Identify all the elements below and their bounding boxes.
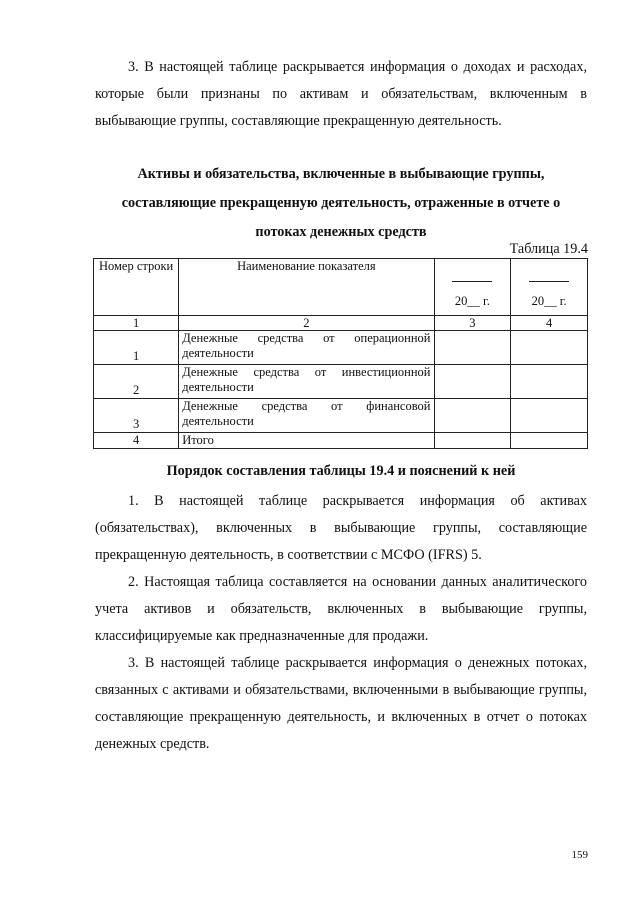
table-row: [94, 331, 588, 365]
year-underline: [452, 281, 492, 282]
table-title: Активы и обязательства, включенные в выбывающие группы, составляющие прекращенную деятельность, отраженные в отчете о потоках денежных средств: [121, 166, 561, 240]
row-value: [434, 399, 511, 433]
row-value: [511, 365, 588, 399]
header-indicator: Наименование показателя: [179, 259, 434, 316]
table-row-total: [94, 433, 588, 449]
column-number-row: [94, 316, 588, 331]
row-value: [434, 331, 511, 365]
row-value: [511, 399, 588, 433]
table-caption: Таблица 19.4: [509, 241, 588, 257]
page-number: 159: [571, 849, 588, 861]
column-number: 1: [94, 316, 179, 331]
header-year-2: [511, 259, 588, 316]
row-name: Итого: [179, 433, 434, 449]
row-number: 4: [94, 433, 179, 449]
procedure-paragraphs: [95, 488, 587, 758]
procedure-heading: Порядок составления таблицы 19.4 и пояснений к ней: [166, 463, 516, 479]
row-number: 3: [94, 399, 179, 433]
procedure-paragraph: 1. В настоящей таблице раскрывается информация об активах (обязательствах), включенных в выбывающие группы, составляющие прекращенную деятельность, в соответствии с МСФО (IFRS) 5.: [95, 493, 587, 563]
row-name: Денежные средства от инвестиционной деятельности: [179, 365, 434, 399]
header-row-number: Номер строки: [94, 259, 179, 316]
column-number: 4: [511, 316, 588, 331]
table-row: [94, 365, 588, 399]
row-value: [511, 331, 588, 365]
intro-paragraph: 3. В настоящей таблице раскрывается информация о доходах и расходах, которые были признаны по активам и обязательствам, включенным в выбывающие группы, составляющие прекращенную деятельность.: [95, 59, 587, 129]
header-year-1-label: 20__ г.: [454, 294, 490, 308]
row-number: 1: [94, 331, 179, 365]
row-value: [434, 365, 511, 399]
row-name: Денежные средства от операционной деятельности: [179, 331, 434, 365]
row-number: 2: [94, 365, 179, 399]
header-year-2-label: 20__ г.: [531, 294, 567, 308]
procedure-paragraph: 2. Настоящая таблица составляется на основании данных аналитического учета активов и обязательств, включенных в выбывающие группы, классифицируемые как предназначенные для продажи.: [95, 574, 587, 644]
column-number: 2: [179, 316, 434, 331]
procedure-paragraph: 3. В настоящей таблице раскрывается информация о денежных потоках, связанных с активами и обязательствами, включенными в выбывающие группы, составляющие прекращенную деятельность, и включенных в отчет о потоках денежных средств.: [95, 655, 587, 752]
table-header-row: [94, 259, 588, 316]
year-underline: [529, 281, 569, 282]
column-number: 3: [434, 316, 511, 331]
header-year-1: [434, 259, 511, 316]
row-value: [511, 433, 588, 449]
table-row: [94, 399, 588, 433]
row-value: [434, 433, 511, 449]
row-name: Денежные средства от финансовой деятельности: [179, 399, 434, 433]
cash-flow-table: [93, 258, 588, 449]
